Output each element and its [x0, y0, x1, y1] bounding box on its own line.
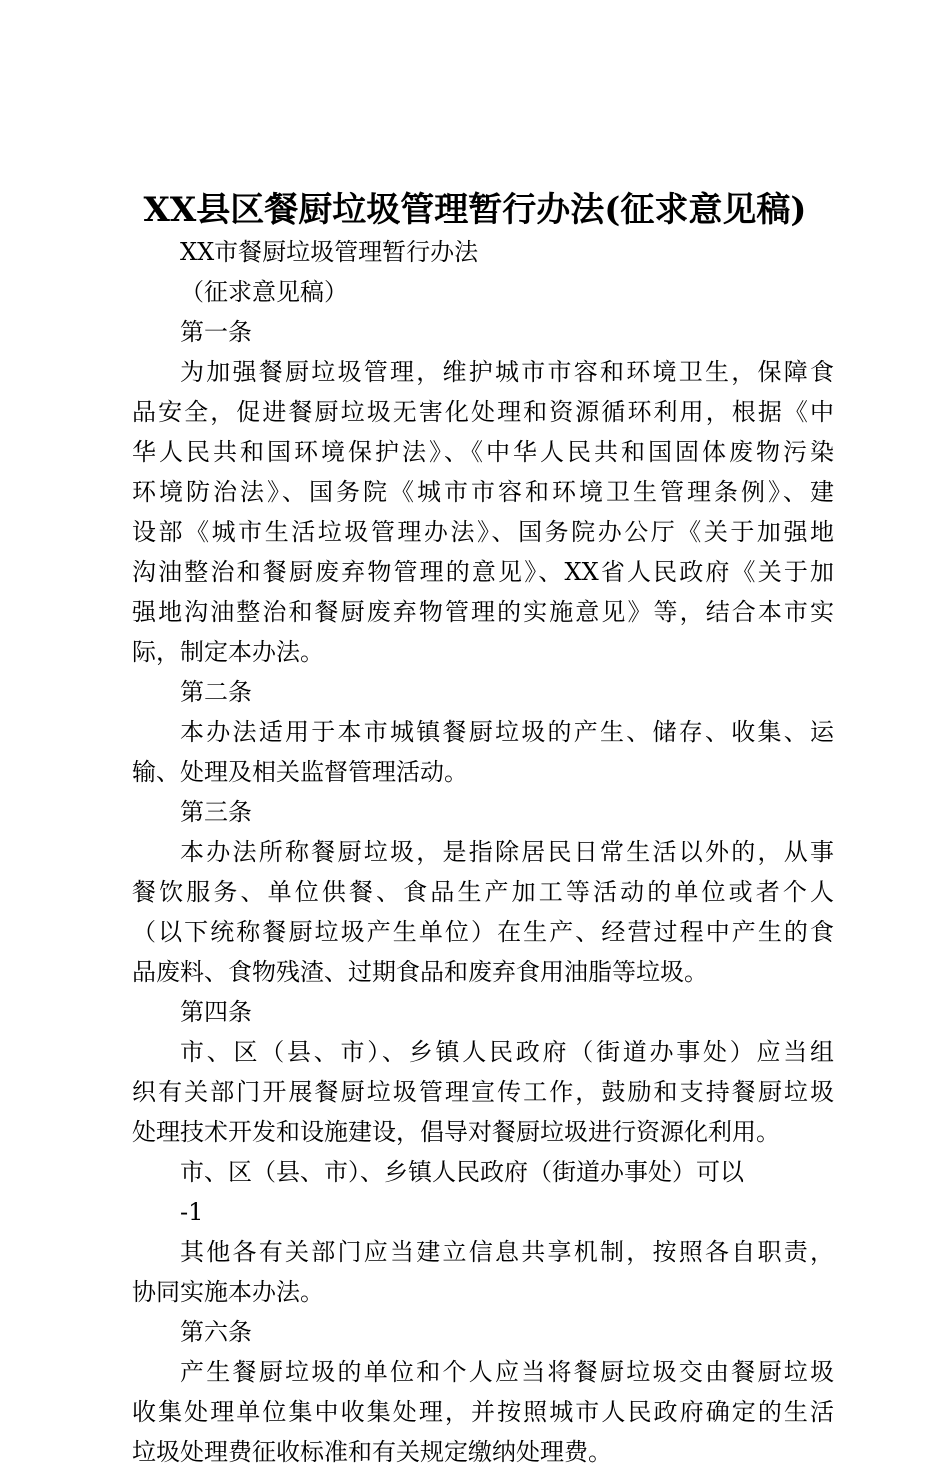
text-line: 织有关部门开展餐厨垃圾管理宣传工作，鼓励和支持餐厨垃圾: [132, 1078, 834, 1106]
document-paragraphs: [132, 312, 834, 1472]
text-line: 为加强餐厨垃圾管理，维护城市市容和环境卫生，保障食: [180, 358, 834, 386]
text-line: 品废料、食物残渣、过期食品和废弃食用油脂等垃圾。: [132, 958, 708, 986]
text-line: 本办法适用于本市城镇餐厨垃圾的产生、储存、收集、运: [180, 718, 834, 746]
text-line: 本办法所称餐厨垃圾，是指除居民日常生活以外的，从事: [180, 838, 834, 866]
text-line: 强地沟油整治和餐厨废弃物管理的实施意见》等，结合本市实: [132, 598, 834, 626]
text-line: 际，制定本办法。: [132, 638, 324, 666]
document-body: [132, 232, 834, 1472]
document-title: XX县区餐厨垃圾管理暂行办法(征求意见稿): [143, 190, 807, 230]
text-line: 第二条: [180, 678, 252, 706]
text-line: -1: [180, 1198, 204, 1226]
text-line: 其他各有关部门应当建立信息共享机制，按照各自职责，: [180, 1238, 834, 1266]
document-subtitle: XX市餐厨垃圾管理暂行办法: [180, 238, 479, 266]
text-line: 垃圾处理费征收标准和有关规定缴纳处理费。: [132, 1438, 612, 1466]
text-line: 品安全，促进餐厨垃圾无害化处理和资源循环利用，根据《中: [132, 398, 834, 426]
text-line: 收集处理单位集中收集处理，并按照城市人民政府确定的生活: [132, 1398, 834, 1426]
text-line: 环境防治法》、国务院《城市市容和环境卫生管理条例》、建: [132, 478, 834, 506]
text-line: 设部《城市生活垃圾管理办法》、国务院办公厅《关于加强地: [132, 518, 834, 546]
text-line: （以下统称餐厨垃圾产生单位）在生产、经营过程中产生的食: [132, 918, 834, 946]
text-line: 市、区（县、市）、乡镇人民政府（街道办事处）应当组: [180, 1038, 834, 1066]
text-line: 第三条: [180, 798, 252, 826]
text-line: 华人民共和国环境保护法》、《中华人民共和国固体废物污染: [132, 438, 834, 466]
document-subtitle-note: （征求意见稿）: [180, 278, 348, 306]
text-line: 第四条: [180, 998, 252, 1026]
text-line: 协同实施本办法。: [132, 1278, 324, 1306]
text-line: 产生餐厨垃圾的单位和个人应当将餐厨垃圾交由餐厨垃圾: [180, 1358, 834, 1386]
text-line: 沟油整治和餐厨废弃物管理的意见》、XX省人民政府《关于加: [132, 558, 834, 586]
text-line: 市、区（县、市）、乡镇人民政府（街道办事处）可以: [180, 1158, 744, 1186]
text-line: 第一条: [180, 318, 252, 346]
text-line: 输、处理及相关监督管理活动。: [132, 758, 468, 786]
text-line: 处理技术开发和设施建设，倡导对餐厨垃圾进行资源化利用。: [132, 1118, 780, 1146]
text-line: 餐饮服务、单位供餐、食品生产加工等活动的单位或者个人: [132, 878, 834, 906]
text-line: 第六条: [180, 1318, 252, 1346]
